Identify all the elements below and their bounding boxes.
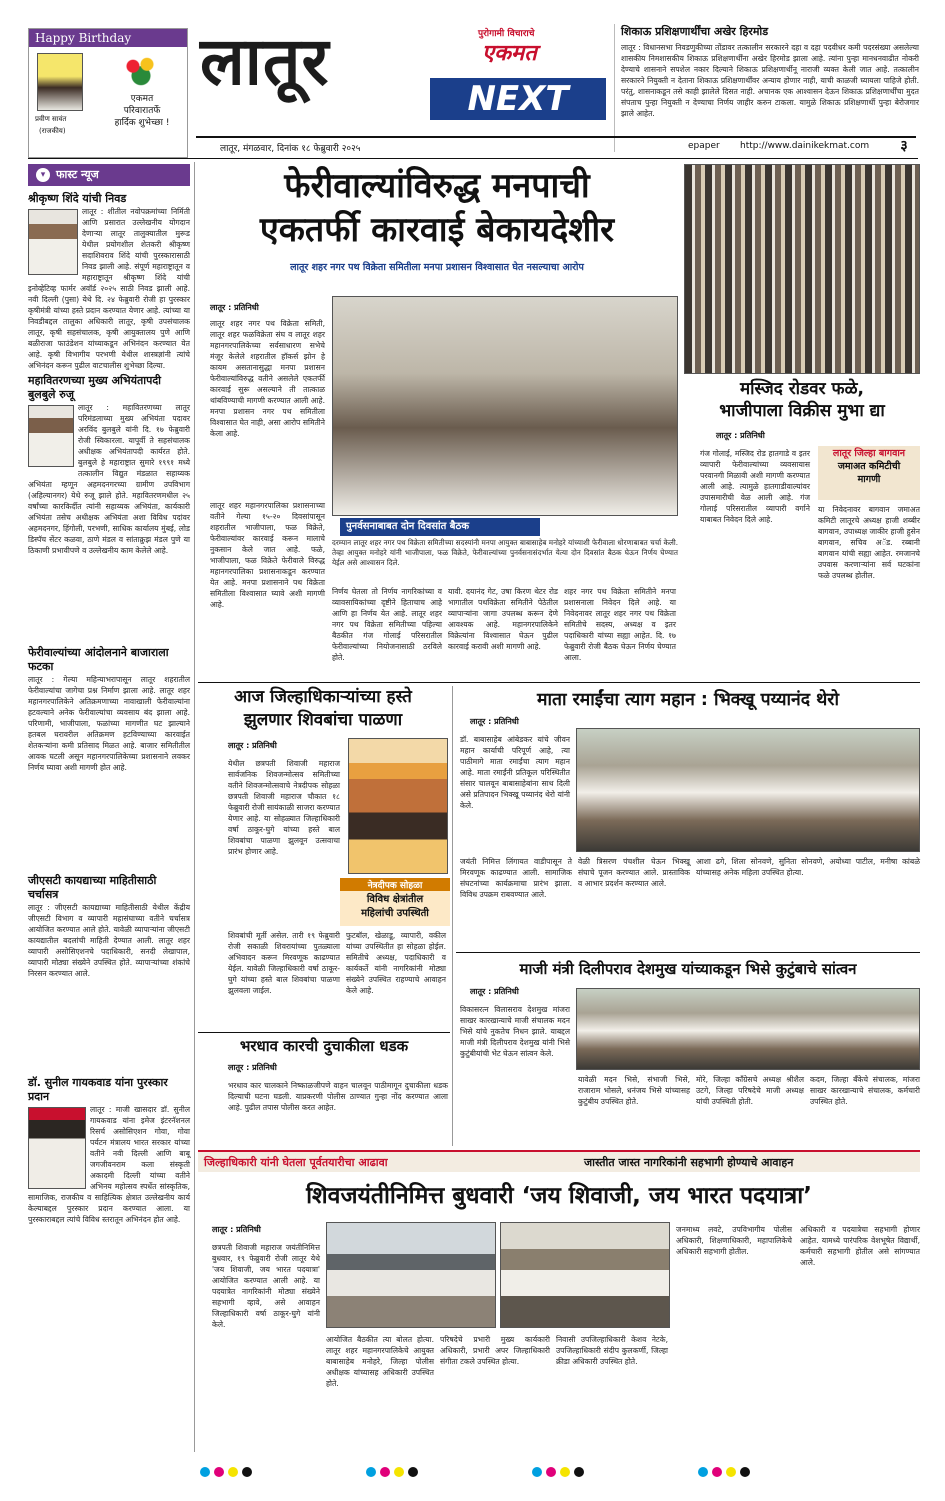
side-box-title-3: मागणी [857, 474, 881, 485]
fast-news-photo-2 [28, 405, 74, 467]
dateline: लातूर, मंगळवार, दिनांक १८ फेब्रुवारी २०२५ [220, 144, 361, 154]
birthday-person-role: (राजकीय) [39, 127, 66, 135]
center-divider [452, 686, 453, 1146]
registration-dot-icon [698, 1467, 708, 1477]
section-rule-2 [198, 1032, 450, 1033]
shivba-headline [198, 686, 448, 732]
shivba-col-1: येथील छत्रपती शिवाजी महाराज सार्वजनिक शिवजन्मोत्सव समितीच्या वतीने शिवजन्मोत्सवाचे नेत्रदीपक सोहळा छत्रपती शिवाजी महाराज चौकात १८ फेब्रुवारी रोजी सायंकाळी साजरा करण्यात येणार आहे. या सोहळ्यात जिल्हाधिकारी वर्षा ठाकूर-घुगे यांच्या हस्ते बाल शिवबांचा पाळणा झुलवून उत्सवाचा प्रारंभ होणार आहे. [228, 759, 340, 856]
padyatra-col-6: अधिकारी व पदयात्रेचा सहभागी होणार आहेत. यामध्ये पारंपरिक वेशभूषेत विद्यार्थी, कर्मचारी सहभागी होतील असे सांगण्यात आले. [800, 1225, 920, 1267]
fast-news-title-4: जीएसटी कायद्याच्या माहितीसाठी चर्चासत्र [28, 874, 157, 901]
deshmukh-col-3: मोरे, जिल्हा काँग्रेसचे अध्यक्ष श्रीशैल उटगे, जिल्हा परिषदेचे माजी अध्यक्ष यांची उपस्थिती होती. [696, 1075, 804, 1106]
masthead-rule-2 [28, 158, 918, 159]
padyatra-photo-2 [500, 1222, 670, 1328]
deshmukh-col-2: यावेळी मदन भिसे, संभाजी भिसे, राजाराम भोसले, धनंजय भिसे यांच्यासह कुटुंबीय उपस्थित होते. [578, 1075, 690, 1106]
birthday-box [28, 28, 188, 158]
registration-marks [60, 1462, 890, 1478]
birthday-person-name: प्रवीण सावंत [35, 115, 67, 123]
side-col-2: या निवेदनावर बागवान जमाअत कमिटी लातूरचे अध्यक्ष हाजी शब्बीर बागवान, उपाध्यक्ष जाकीर हाजी हुसेन बागवान, सचिव अॅड. रब्बानी बागवान यांची सह्या आहेत. रमजानचे उपवास करणाऱ्यांना सर्व घटकांना फळे उपलब्ध होतील. [818, 505, 920, 580]
bike-headline: भरधाव कारची दुचाकीला धडक [239, 1037, 409, 1055]
shivba-headline-line-1: आज जिल्हाधिकाऱ्यांच्या हस्ते [234, 687, 412, 707]
registration-dot-icon [574, 1467, 584, 1477]
left-column-divider [194, 162, 195, 1452]
side-byline: लातूर : प्रतिनिधी [716, 431, 765, 440]
side-box [818, 446, 920, 500]
top-brief-title: शिकाऊ प्रशिक्षणार्थींचा अखेर हिरमोड [621, 25, 769, 38]
padyatra-headline: शिवजयंतीनिमित्त बुधवारी ‘जय शिवाजी, जय भारत पदयात्रा’ [306, 1183, 812, 1209]
shivaji-portrait-photo [348, 738, 448, 874]
deshmukh-headline: माजी मंत्री दिलीपराव देशमुख यांच्याकडून भिसे कुटुंबाचे सांत्वन [519, 960, 857, 978]
main-subhead: लातूर शहर नगर पथ विक्रेता समितीला मनपा प्रशासन विश्वासात घेत नसल्याचा आरोप [290, 262, 584, 273]
fast-news-body-3: लातूर : गेल्या महिन्याभरापासून लातूर शहरातील फेरीवाल्यांचा जागेचा प्रश्न निर्माण झाला आहे. लातूर शहर महानगरपालिकेने अतिक्रमणाच्या नावाखाली फेरीवाल्यांना हटवल्याने अनेक फेरीवाल्यांचा व्यवसाय बंद झाला आहे. परिणामी, भाजीपाला, फळांच्या मागणीत घट झाल्याने हतबल घरावरील अतिक्रमण हटविण्याच्या कारवाईत शेतकऱ्यांना कमी प्रतिसाद मिळत आहे. बाजार समितीतील आवक घटली असून महानगरपालिकेच्या प्रशासनाने लवकर निर्णय घ्यावा अशी मागणी होत आहे. [28, 675, 190, 772]
registration-dot-icon [532, 1467, 542, 1477]
padyatra-byline: लातूर : प्रतिनिधी [212, 1225, 261, 1234]
fast-news-item [28, 374, 190, 640]
deshmukh-col-1: विकासरत्न विलासराव देशमुख मांजरा साखर कारखान्याचे माजी संचालक मदन भिसे यांचे नुकतेच निधन झाले. याबद्दल माजी मंत्री दिलीपराव देशमुख यांनी भिसे कुटुंबीयांची भेट घेऊन सांत्वन केले. [460, 1005, 570, 1058]
collector-banner [198, 1150, 920, 1172]
ramai-headline: माता रमाईंचा त्याग महान : भिक्खू पय्यानंद थेरो [537, 690, 839, 710]
masthead-rule [196, 136, 916, 138]
ramai-col-4: आशा ढगे, शिला सोनवणे, सुनिता सोनवणे, अयोध्या पाटील, मनीषा कांबळे यांच्यासह अनेक महिला उपस्थित होत्या. [696, 857, 920, 877]
shivba-inset [340, 878, 450, 926]
registration-dot-icon [228, 1467, 238, 1477]
fast-news-body-1: लातूर : शीतील नवोपक्रमांच्या निर्मिती आणि प्रसारात उल्लेखनीय योगदान देणाऱ्या लातूर तालुक्यातील मुरूड येथील प्रयोगशील शेतकरी श्रीकृष्ण सदाशिवराव शिंदे यांची पुरस्कारासाठी निवड झाली आहे. संपूर्ण महाराष्ट्रातून व महाराष्ट्रातून श्रीकृष्ण शिंदे यांची इनोव्हेटिव्ह फार्मर अवॉर्ड २०२५ साठी निवड झाली आहे. नवी दिल्ली (पुसा) येथे दि. २४ फेब्रुवारी रोजी हा पुरस्कार कृषीमंत्री यांच्या हस्ते प्रदान करण्यात येणार आहे. त्यांच्या या निवडीबद्दल तालुका अधिकारी लातूर, कृषी उपसंचालक लातूर, कृषी सहसंचालक, कृषी आयुक्तालय पुणे आणि बळीराजा फाउंडेशन यांच्याकडून अभिनंदन करण्यात येत आहे. कृषी विभागीय परभणी येथील शास्त्रज्ञांनी त्यांचे अभिनंदन करून पुढील वाटचालीस शुभेच्छा दिल्या. [28, 207, 190, 370]
bike-body: भरधाव कार चालकाने निष्काळजीपणे वाहन चालवून पाठीमागून दुचाकीला धडक दिल्याची घटना घडली. याप्रकरणी पोलीस ठाण्यात गुन्हा नोंद करण्यात आला आहे. पुढील तपास पोलीस करत आहेत. [228, 1081, 448, 1112]
logo-next: NEXT [430, 78, 606, 120]
section-rule-3 [456, 952, 920, 953]
collector-banner-left: जिल्हाधिकारी यांनी घेतला पूर्वतयारीचा आढावा [204, 1156, 388, 1169]
shivba-byline: लातूर : प्रतिनिधी [228, 741, 277, 750]
main-headline-line-2: एकतर्फी कारवाई बेकायदेशीर [259, 210, 615, 250]
birthday-label: Happy Birthday [29, 29, 187, 47]
wish-line-3: हार्दिक शुभेच्छा ! [114, 118, 170, 128]
main-byline: लातूर : प्रतिनिधी [210, 303, 259, 312]
ramai-photo [576, 728, 920, 852]
fast-news-body-5: लातूर : माजी खासदार डॉ. सुनील गायकवाड यांना इमेज इंटरनॅशनल रिसर्च असोसिएशन गोवा, गोवा पर्यटन मंत्रालय भारत सरकार यांच्या वतीने नवी दिल्ली आणि बाबू जगजीवनराम कला संस्कृती अकादमी दिल्ली यांच्या वतीने अभिनय महोत्सव स्पर्धेत सांस्कृतिक, सामाजिक, राजकीय व साहित्यिक क्षेत्रात उल्लेखनीय कार्य केल्याबद्दल पुरस्कार प्रदान करण्यात आला. या पुरस्काराबद्दल त्यांचे विविध स्तरातून अभिनंदन होत आहे. [28, 1105, 190, 1224]
side-photo [684, 164, 920, 374]
fast-news-item [28, 874, 190, 1070]
padyatra-col-5: जनमाध्य लवटे, उपविभागीय पोलीस अधिकारी, शिक्षणाधिकारी, महापालिकेचे अधिकारी सहभागी होतील. [676, 1225, 792, 1256]
fast-news-item [28, 646, 190, 868]
padyatra-col-3: परिषदेचे प्रभारी मुख्य कार्यकारी अधिकारी, प्रभारी अपर जिल्हाधिकारी संगीता टकले उपस्थित होत्या. [440, 1335, 550, 1366]
page-number: ३ [900, 138, 908, 154]
birthday-photo [37, 53, 83, 111]
main-col-5: शहर नगर पथ विक्रेता समितीने मनपा प्रशासनाला निवेदन दिले आहे. या निवेदनावर लातूर शहर नगर पथ विक्रेता समितीचे सदस्य, अध्यक्ष व इतर पदाधिकारी यांच्या सह्या आहेत. दि. १७ फेब्रुवारी रोजी बैठक घेऊन निर्णय घेण्यात आला. [564, 587, 676, 662]
registration-dot-icon [380, 1467, 390, 1477]
side-headline [684, 378, 920, 422]
ramai-col-2: जयंती निमित्त लिंगायत वाडीपासून ते मिरवणूक काढण्यात आली. सामाजिक संघटनांच्या कार्यक्रमाचा प्रारंभ झाला. विविध उपक्रम राबवण्यात आले. [460, 857, 572, 899]
registration-dot-icon [712, 1467, 722, 1477]
ramai-byline: लातूर : प्रतिनिधी [470, 717, 519, 726]
padyatra-col-4: निवासी उपजिल्हाधिकारी केशव नेटके, उपजिल्हाधिकारी संदीप कुलकर्णी, जिल्हा क्रीडा अधिकारी उपस्थित होते. [556, 1335, 668, 1366]
tagline-brand: एकमत [482, 41, 537, 66]
fast-news-header [28, 164, 190, 186]
section-rule-1 [198, 682, 920, 683]
registration-dot-icon [408, 1467, 418, 1477]
padyatra-col-2: आयोजित बैठकीत त्या बोलत होत्या. लातूर शहर महानगरपालिकेचे आयुक्त बाबासाहेब मनोहरे, जिल्हा पोलीस अधीक्षक यांच्यासह अधिकारी उपस्थित होते. [326, 1335, 434, 1388]
padyatra-col-1: छत्रपती शिवाजी महाराज जयंतीनिमित्त बुधवार, १९ फेब्रुवारी रोजी लातूर येथे 'जय शिवाजी, जय भारत पदयात्रा' आयोजित करण्यात आली आहे. या पदयात्रेत नागरिकांनी मोठ्या संख्येने सहभागी व्हावे, असे आवाहन जिल्हाधिकारी वर्षा ठाकूर-घुगे यांनी केले. [212, 1243, 320, 1329]
epaper-label: epaper [688, 141, 720, 151]
shivba-col-2: शिवबांची मूर्ती असेल. तारी १९ फेब्रुवारी रोजी सकाळी शिवरायांच्या पुतळ्याला अभिवादन करून मिरवणूक काढण्यात येईल. यावेळी जिल्हाधिकारी वर्षा ठाकूर-घुगे यांच्या हस्ते बाल शिवबांचा पाळणा झुलवला जाईल. [228, 931, 340, 995]
tagline-small: पुरोगामी विचाराचे [478, 29, 535, 39]
fast-news-title-3: फेरीवाल्यांच्या आंदोलनाने बाजाराला फटका [28, 646, 169, 673]
main-col-4: यावी. दयानंद गेट, उषा किरण थेटर रोड भागातील पथविक्रेता समितीने पेठेतील व्यापाऱ्यांना जागा उपलब्ध करून देणे आवश्यक आहे. महानगरपालिकेने विक्रेत्यांना विश्वासात घेऊन पुढील कारवाई करावी अशी मागणी आहे. [448, 587, 558, 651]
epaper-url[interactable]: http://www.dainikekmat.com [740, 141, 870, 151]
fast-news-item [28, 1076, 190, 1344]
main-col-1: लातूर शहर नगर पथ विक्रेता समिती, लातूर शहर फळविक्रेता संघ व लातूर शहर महानगरपालिकेच्या सर्वसाधारण सभेचे मंजूर केलेले शहरातील हॉकर्स झोन हे कायम असतानासुद्धा मनपा प्रशासन फेरीवाल्यांविरुद्ध वतीने असलेले एकतर्फी कारवाई सुरू असल्याने ती तात्काळ थांबविण्याची मागणी करण्यात आली आहे. मनपा प्रशासन नगर पथ समितीला विश्वासात घेत नाही, असा आरोप समितीने केला आहे. [210, 319, 325, 438]
fast-news-item [28, 192, 190, 368]
registration-dot-icon [394, 1467, 404, 1477]
fast-news-title-2: महावितरणच्या मुख्य अभियंतापदी बुलबुले रुजू [28, 374, 162, 401]
side-box-title-2: जमाअत कमिटीची [837, 461, 901, 472]
registration-dot-icon [242, 1467, 252, 1477]
shivba-headline-line-2: झुलणार शिवबांचा पाळणा [243, 710, 403, 730]
deshmukh-photo [576, 988, 920, 1070]
shivba-col-3: फुटबॉल, खेळाडू, व्यापारी, वकील यांच्या उपस्थितीत हा सोहळा होईल. समितीचे अध्यक्ष, पदाधिकारी व कार्यकर्ते यांनी नागरिकांनी मोठ्या संख्येने उपस्थित राहण्याचे आवाहन केले आहे. [346, 931, 446, 995]
registration-dot-icon [726, 1467, 736, 1477]
collector-banner-right: जास्तीत जास्त नागरिकांनी सहभागी होण्याचे आवाहन [584, 1156, 794, 1169]
side-col-1: गंज गोलाई, मस्जिद रोड हातगाडे व इतर व्यापारी फेरीवाल्यांच्या व्यवसायास परवानगी मिळावी अशी मागणी करण्यात आली आहे. त्यामुळे हातगाडीवाल्यांवर उपासमारीची वेळ आली आहे. गंज गोलाई परिसरातील व्यापारी वर्गाने याबाबत निवेदन दिले आहे. [700, 449, 810, 524]
padyatra-photo-1 [326, 1222, 496, 1328]
fast-news-title-5: डॉ. सुनील गायकवाड यांना पुरस्कार प्रदान [28, 1076, 168, 1103]
side-headline-line-1: मस्जिद रोडवर फळे, [739, 379, 864, 399]
registration-dot-icon [214, 1467, 224, 1477]
ramai-col-1: डॉ. बाबासाहेब आंबेडकर यांचे जीवन महान कार्याची परिपूर्ण आहे, त्या पाठीमागे माता रमाईंचा त्याग महान आहे. माता रमाईंनी प्रतिकूल परिस्थितीत संसार चालवून बाबासाहेबांना साथ दिली असे प्रतिपादन भिक्खू पय्यानंद थेरो यांनी केले. [460, 735, 570, 810]
shivba-inset-line-2: महिलांची उपस्थिती [361, 908, 429, 919]
registration-dot-icon [740, 1467, 750, 1477]
fast-news-title: फास्ट न्यूज [56, 168, 99, 181]
deshmukh-col-4: कदम, जिल्हा बँकेचे संचालक, मांजरा साखर कारखान्याचे संचालक, कर्मचारी उपस्थित होते. [810, 1075, 920, 1106]
registration-dot-icon [200, 1467, 210, 1477]
registration-dot-icon [546, 1467, 556, 1477]
flower-bouquet-icon [121, 51, 161, 89]
side-headline-line-2: भाजीपाला विक्रीस मुभा द्या [719, 401, 885, 421]
side-box-title-1: लातूर जिल्हा बागवान [832, 448, 906, 459]
logo-latur: लातूर [200, 23, 330, 100]
main-photo-caption-body: दरम्यान लातूर शहर नगर पथ विक्रेता समितीच्या सदस्यांनी मनपा आयुक्त बाबासाहेब मनोहरे यांच्याशी फेरीवाला धोरणाबाबत चर्चा केली. तेव्हा आयुक्त मनोहरे यांनी भाजीपाला, फळ विक्रेते, फेरीवाल्यांच्या पुनर्वसनासंदर्भात येत्या दोन दिवसांत बैठक घेऊन निर्णय घेण्यात येईल असे आश्वासन दिले. [332, 538, 678, 567]
registration-dot-icon [560, 1467, 570, 1477]
deshmukh-byline: लातूर : प्रतिनिधी [470, 987, 519, 996]
chevron-down-icon: ▾ [36, 168, 50, 182]
fast-news-photo-1 [28, 209, 78, 275]
registration-dot-icon [366, 1467, 376, 1477]
wish-line-1: एकमत [130, 94, 154, 104]
ramai-col-3: वेळी त्रिसरण पंचशील घेऊन भिक्खू संघाचे पूजन करण्यात आले. प्रास्ताविक व आभार प्रदर्शन करण्यात आले. [578, 857, 690, 888]
main-col-2: लातूर शहर महानगरपालिका प्रशासनाच्या वतीने गेल्या १५-२० दिवसांपासून शहरातील भाजीपाला, फळ विक्रेते, फेरीवाल्यांवर कारवाई करून मालाचे नुकसान केले जात आहे. फळे, भाजीपाला, फळ विक्रेते फेरीवाले विरुद्ध महानगरपालिका प्रशासनाकडून करण्यात येत आहे. मनपा प्रशासनाने पथ विक्रेता समितीला विश्वासात घ्यावे अशी मागणी आहे. [210, 501, 325, 609]
fast-news-body-2: लातूर : महावितरणच्या लातूर परिमंडलाच्या मुख्य अभियंता पदावर अरविंद बुलबुले यांनी दि. १७ फेब्रुवारी रोजी स्विकारला. यापूर्वी ते सहसंचालक अधीक्षक अभियंतापदी कार्यरत होते. बुलबुले हे महाराष्ट्रात सुमारे १९९१ मध्ये तत्कालीन विद्युत मंडळात सहाय्यक अभियंता म्हणून अहमदनगरच्या ग्रामीण उपविभाग (अहिल्यानगर) येथे रुजू झाले होते. महावितरणमधील २५ वर्षांच्या कारकिर्दीत त्यांनी सहाय्यक अभियंता, कार्यकारी अभियंता तसेच अधीक्षक अभियंता अशा विविध पदांवर अहमदनगर, हिंगोली, परभणी, साधिक कार्यालय मुंबई, लोड डिस्पॅच सेंटर कळवा, ठाणे मंडल व सांताक्रुझ मंडल पुणे या ठिकाणी प्रभावीपणे व उल्लेखनीय काम केलेले आहे. [28, 403, 190, 555]
shivba-inset-line-1: विविध क्षेत्रांतील [366, 894, 424, 905]
wish-line-2: परिवारातर्फे [123, 106, 161, 116]
shivba-inset-title: नेत्रदीपक सोहळा [340, 878, 450, 891]
fast-news-title-1: श्रीकृष्ण शिंदे यांची निवड [28, 192, 127, 205]
top-brief [614, 24, 919, 152]
main-headline [198, 164, 676, 252]
main-col-3: निर्णय घेतला तो निर्णय नागरिकांच्या व व्यावसायिकांच्या दृष्टीने हिताचाच आहे आणि हा निर्णय येत आहे. लातूर शहर नगर पथ विक्रेता समितीच्या पहिल्या बैठकीत गंज गोलाई परिसरातील फेरीवाल्यांच्या नियोजनासाठी ठरविले होते. [332, 587, 442, 662]
fast-news-column [28, 164, 190, 1450]
fast-news-photo-5 [28, 1107, 86, 1189]
birthday-wish [97, 93, 187, 129]
fast-news-body-4: लातूर : जीएसटी कायद्याच्या माहितीसाठी येथील केंद्रीय जीएसटी विभाग व व्यापारी महासंघाच्या वतीने चर्चासत्र आयोजित करण्यात आले होते. यावेळी व्यापाऱ्यांना जीएसटी कायद्यातील बदलांची माहिती देण्यात आली. लातूर शहर व्यापारी असोसिएशनचे पदाधिकारी, सनदी लेखापाल, व्यापारी मोठ्या संख्येने उपस्थित होते. व्यापाऱ्यांच्या शंकांचे निरसन करण्यात आले. [28, 903, 190, 978]
main-photo [332, 296, 678, 516]
bike-byline: लातूर : प्रतिनिधी [228, 1063, 277, 1072]
main-headline-line-1: फेरीवाल्यांविरुद्ध मनपाची [284, 166, 590, 206]
main-photo-caption: पुनर्वसनाबाबत दोन दिवसांत बैठक [340, 518, 540, 536]
top-brief-body: लातूर : विधानसभा निवडणुकीच्या तोंडावर तत्कालीन सरकारने दहा व दहा पदवीधर कमी पदरसंख्या असलेल्या शासकीय निमशासकीय शिकाऊ प्रशिक्षणार्थींना अखेर हिरमोड झाला आहे. त्यांना पुन्हा मानधनवाढीत नोकरी देण्याचे शासनाने सपशेल नकार दिल्याने शिकाऊ प्रशिक्षणार्थीनू नाराजी व्यक्त केली जात आहे. तत्कालीन सरकारने नियुक्ती न देताना शिकाऊ प्रशिक्षणार्थींवर अन्याय होणार नाही, याची काळजी घ्यायला पाहिजे होती. परंतु, शासनाकडून तसे काही झालेले दिसत नाही. अचानक एक आश्वासन देऊन शिकाऊ प्रशिक्षणार्थींचा मुदत संपताच पुन्हा नियुक्ती न देण्याचा निर्णय जाहीर करुन टाकला. यामुळे शिकाऊ प्रशिक्षणार्थी पुन्हा बेरोजगार झाले आहेत. [621, 43, 919, 118]
